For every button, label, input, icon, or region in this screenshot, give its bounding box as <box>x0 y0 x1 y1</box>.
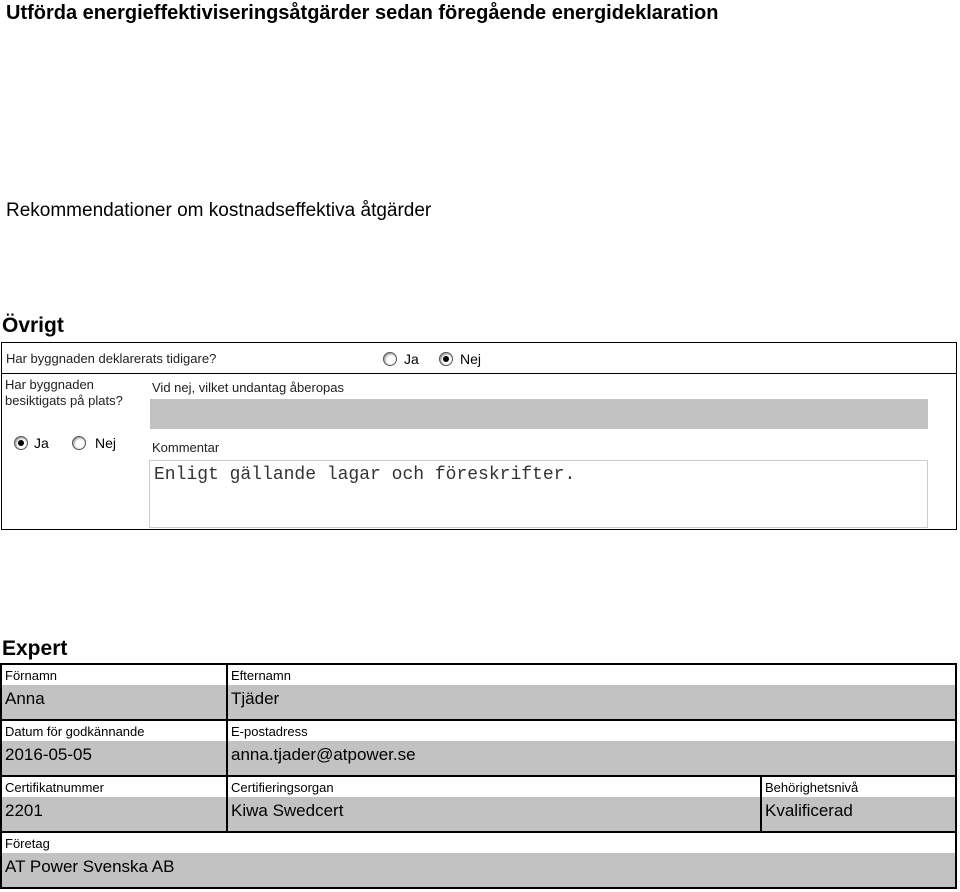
page-title: Utförda energieffektiviseringsåtgärder sedan föregående energideklaration <box>6 2 719 24</box>
inspected-no-radio[interactable] <box>72 436 86 450</box>
ovrigt-divider <box>1 373 957 374</box>
declared-before-yes-label: Ja <box>404 351 419 367</box>
inspected-no-label: Nej <box>95 435 117 451</box>
row-divider-1 <box>0 719 957 721</box>
company-label: Företag <box>5 836 50 851</box>
approval-date-value: 2016-05-05 <box>5 745 92 764</box>
declared-before-question: Har byggnaden deklarerats tidigare? <box>6 351 217 366</box>
competence-label: Behörighetsnivå <box>765 780 859 795</box>
inspected-yes-label: Ja <box>34 435 49 451</box>
inspected-yes-radio[interactable] <box>14 436 28 450</box>
email-label: E-postadress <box>231 724 308 739</box>
last-name-label: Efternamn <box>231 668 291 683</box>
approval-date-label: Datum för godkännande <box>5 724 145 739</box>
first-name-label: Förnamn <box>5 668 58 683</box>
col-divider-1 <box>226 663 228 833</box>
cert-body-label: Certifieringsorgan <box>231 780 334 795</box>
comment-label: Kommentar <box>152 440 220 455</box>
ovrigt-heading: Övrigt <box>2 314 64 337</box>
cert-body-value: Kiwa Swedcert <box>231 801 344 820</box>
expert-heading: Expert <box>2 637 68 660</box>
exception-label: Vid nej, vilket undantag åberopas <box>152 380 345 395</box>
last-name-strip <box>228 685 955 719</box>
row-divider-2 <box>0 775 957 777</box>
competence-value: Kvalificerad <box>765 801 853 820</box>
exception-field[interactable] <box>150 399 928 429</box>
declared-before-yes-radio[interactable] <box>383 352 397 366</box>
row-divider-3 <box>0 831 957 833</box>
inspected-question: Har byggnaden besiktigats på plats? <box>5 377 123 408</box>
company-value: AT Power Svenska AB <box>5 857 175 876</box>
last-name-value: Tjäder <box>231 689 280 708</box>
col-divider-2 <box>760 776 762 833</box>
declared-before-no-label: Nej <box>460 351 482 367</box>
first-name-value: Anna <box>5 689 45 708</box>
email-value: anna.tjader@atpower.se <box>231 745 416 764</box>
comment-field[interactable]: Enligt gällande lagar och föreskrifter. <box>149 460 928 528</box>
cert-number-label: Certifikatnummer <box>5 780 104 795</box>
recommendations-heading: Rekommendationer om kostnadseffektiva åtgärder <box>6 200 432 221</box>
declared-before-no-radio[interactable] <box>439 352 453 366</box>
cert-number-value: 2201 <box>5 801 43 820</box>
